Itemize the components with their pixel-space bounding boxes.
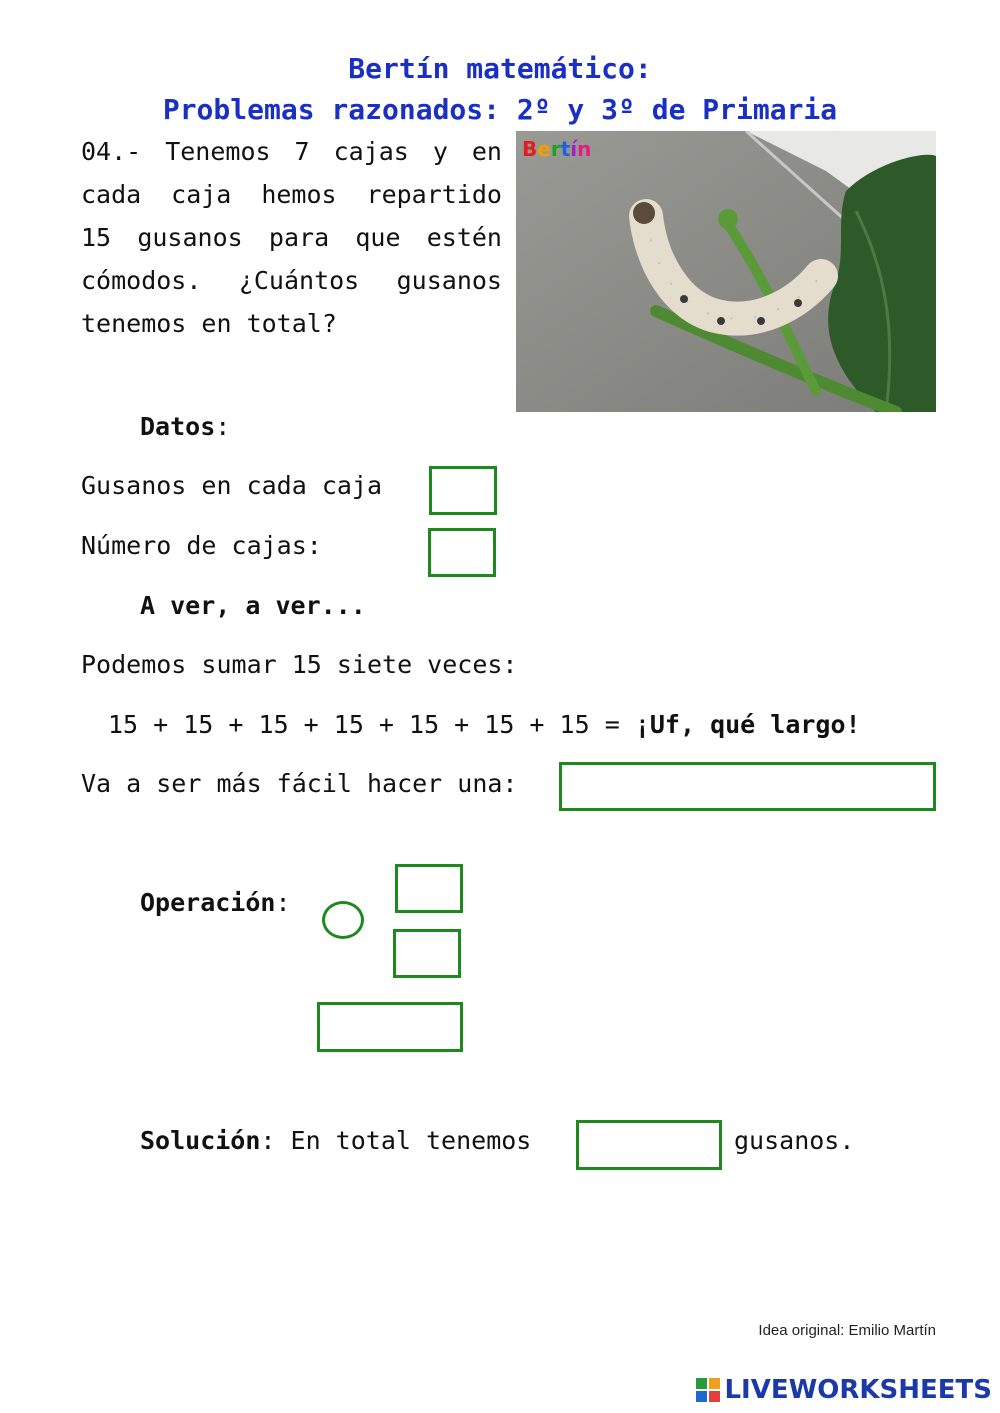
liveworksheets-logo-icon xyxy=(696,1378,720,1402)
photo-bertin-label: Bertín xyxy=(522,137,592,161)
silkworm-photo xyxy=(516,131,936,412)
solucion-suffix: gusanos. xyxy=(734,1126,855,1155)
datos-heading: Datos: xyxy=(140,412,231,441)
operator-sign-input[interactable] xyxy=(322,901,364,939)
num-boxes-label: Número de cajas: xyxy=(81,531,322,560)
long-sum-line xyxy=(108,710,861,739)
gusanos-per-box-label: Gusanos en cada caja xyxy=(81,471,383,500)
solucion-heading: Solución xyxy=(140,1126,261,1155)
author-credit: Idea original: Emilio Martín xyxy=(758,1322,936,1339)
operation-type-prompt: Va a ser más fácil hacer una: xyxy=(81,769,518,798)
gusanos-per-box-input[interactable] xyxy=(429,466,497,515)
long-sum-expression: 15 + 15 + 15 + 15 + 15 + 15 + 15 = xyxy=(108,710,620,739)
sum-intro-text: Podemos sumar 15 siete veces: xyxy=(81,650,518,679)
silkworm-illustration xyxy=(516,131,936,412)
solucion-line xyxy=(140,1126,531,1155)
problem-statement: 04.- Tenemos 7 cajas y en cada caja hemos repartido 15 gusanos para que estén cómodos. ¿Cuántos gusanos tenemos en total? xyxy=(81,137,502,338)
num-boxes-input[interactable] xyxy=(428,528,496,577)
operacion-heading: Operación: xyxy=(140,888,291,917)
operation-result-input[interactable] xyxy=(317,1002,463,1052)
long-sum-exclamation: ¡Uf, qué largo! xyxy=(634,710,861,739)
liveworksheets-wordmark: LIVEWORKSHEETS xyxy=(724,1375,992,1405)
solution-answer-input[interactable] xyxy=(576,1120,722,1170)
solucion-text: : En total tenemos xyxy=(260,1126,532,1155)
liveworksheets-brand[interactable] xyxy=(696,1375,992,1405)
worksheet-title-line2: Problemas razonados: 2º y 3º de Primaria xyxy=(162,93,838,126)
worksheet-title-line1: Bertín matemático: xyxy=(348,52,652,85)
operation-type-input[interactable] xyxy=(559,762,936,811)
operand-top-input[interactable] xyxy=(395,864,463,913)
aver-heading: A ver, a ver... xyxy=(140,591,366,620)
operand-bottom-input[interactable] xyxy=(393,929,461,978)
